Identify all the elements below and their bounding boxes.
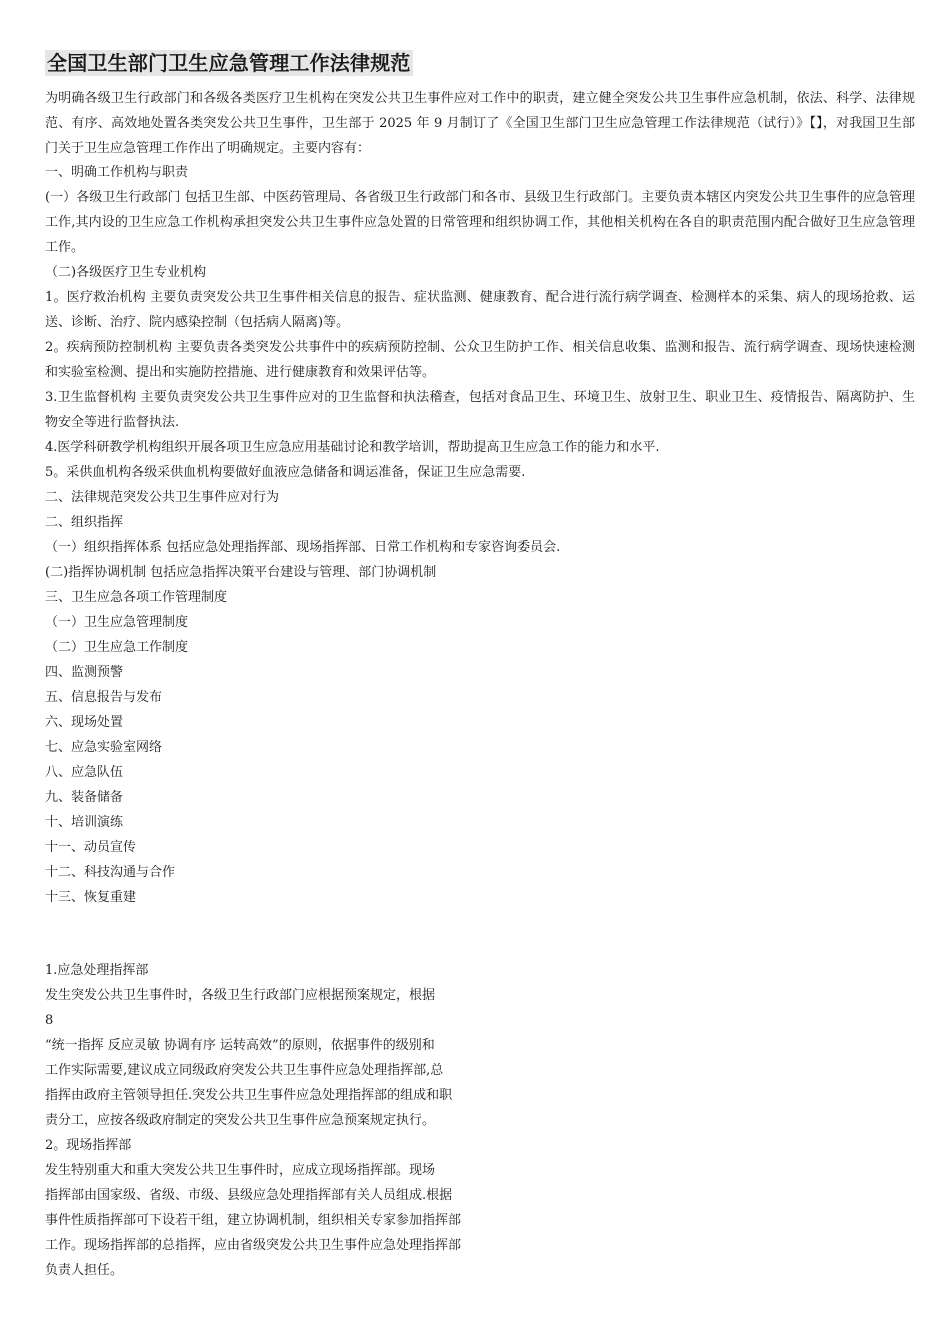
intro-paragraph: 为明确各级卫生行政部门和各级各类医疗卫生机构在突发公共卫生事件应对工作中的职责，建立健全突发公共卫生事件应急机制，依法、科学、法律规范、有序、高效地处置各类突发公共卫生事件，卫生部于 2025 年 9 月制订了《全国卫生部门卫生应急管理工作法律规范（试行）》【】，对我国卫生部门关于卫生应急管理工作作出了明确规定。主要内容有： (45, 91, 915, 156)
document-body (45, 160, 915, 910)
list-item-command-system: （一）组织指挥体系 包括应急处理指挥部、现场指挥部、日常工作机构和专家咨询委员会. (45, 540, 561, 555)
section-heading-command: 二、组织指挥 (45, 515, 124, 530)
section-heading-duties: 一、明确工作机构与职责 (45, 165, 189, 180)
list-item-management-system: （一）卫生应急管理制度 (45, 615, 189, 630)
text-line: 发生突发公共卫生事件时，各级卫生行政部门应根据预案规定，根据 (45, 988, 436, 1003)
text-line: 指挥由政府主管领导担任.突发公共卫生事件应急处理指挥部的组成和职 (45, 1088, 453, 1103)
text-line: 负责人担任。 (45, 1263, 124, 1278)
section-heading-teams: 八、应急队伍 (45, 765, 124, 780)
paragraph-blood-supply: 5。采供血机构各级采供血机构要做好血液应急储备和调运准备，保证卫生应急需要. (45, 465, 526, 480)
text-line: 指挥部由国家级、省级、市级、县级应急处理指挥部有关人员组成.根据 (45, 1188, 453, 1203)
text-line: 工作。现场指挥部的总指挥，应由省级突发公共卫生事件应急处理指挥部 (45, 1238, 462, 1253)
subsection-heading-medical-institutions: （二)各级医疗卫生专业机构 (45, 265, 207, 280)
text-line: 事件性质指挥部可下设若干组，建立协调机制，组织相关专家参加指挥部 (45, 1213, 462, 1228)
section-heading-monitoring: 四、监测预警 (45, 665, 124, 680)
text-line: 工作实际需要,建议成立同级政府突发公共卫生事件应急处理指挥部,总 (45, 1063, 444, 1078)
section-heading-lab-network: 七、应急实验室网络 (45, 740, 163, 755)
paragraph-health-supervision: 3.卫生监督机构 主要负责突发公共卫生事件应对的卫生监督和执法稽查，包括对食品卫生、环境卫生、放射卫生、职业卫生、疫情报告、隔离防护、生物安全等进行监督执法. (45, 390, 915, 430)
section-heading-recovery: 十三、恢复重建 (45, 890, 137, 905)
section-heading-reporting: 五、信息报告与发布 (45, 690, 163, 705)
paragraph-medical-treatment: 1。医疗救治机构 主要负责突发公共卫生事件相关信息的报告、症状监测、健康教育、配合进行流行病学调查、检测样本的采集、病人的现场抢救、运送、诊断、治疗、院内感染控制（包括病人隔离)等。 (45, 290, 915, 330)
text-line: 责分工，应按各级政府制定的突发公共卫生事件应急预案规定执行。 (45, 1113, 436, 1128)
paragraph-admin-departments: (一）各级卫生行政部门 包括卫生部、中医药管理局、各省级卫生行政部门和各市、县级卫生行政部门。主要负责本辖区内突发公共卫生事件的应急管理工作,其内设的卫生应急工作机构承担突发公共卫生事件应急处置的日常管理和组织协调工作，其他相关机构在各自的职责范围内配合做好卫生应急管理工作。 (45, 190, 915, 255)
section-heading-equipment: 九、装备储备 (45, 790, 124, 805)
list-item-work-system: （二）卫生应急工作制度 (45, 640, 189, 655)
text-line: “统一指挥 反应灵敏 协调有序 运转高效”的原则，依据事件的级别和 (45, 1038, 435, 1053)
section-heading-management-systems: 三、卫生应急各项工作管理制度 (45, 590, 228, 605)
section-heading-onsite: 六、现场处置 (45, 715, 124, 730)
paragraph-disease-control: 2。疾病预防控制机构 主要负责各类突发公共事件中的疾病预防控制、公众卫生防护工作、相关信息收集、监测和报告、流行病学调查、现场快速检测和实验室检测、提出和实施防控措施、进行健康教育和效果评估等。 (45, 340, 915, 380)
section-heading-cooperation: 十二、科技沟通与合作 (45, 865, 176, 880)
list-item-coordination: (二)指挥协调机制 包括应急指挥决策平台建设与管理、部门协调机制 (45, 565, 437, 580)
subheading-emergency-command: 1.应急处理指挥部 (45, 963, 149, 978)
text-line: 发生特别重大和重大突发公共卫生事件时，应成立现场指挥部。现场 (45, 1163, 436, 1178)
subheading-onsite-command: 2。现场指挥部 (45, 1138, 132, 1153)
section-heading-publicity: 十一、动员宣传 (45, 840, 137, 855)
paragraph-research-teaching: 4.医学科研教学机构组织开展各项卫生应急应用基础讨论和教学培训，帮助提高卫生应急工作的能力和水平. (45, 440, 660, 455)
page-number: 8 (45, 1013, 54, 1028)
document-title: 全国卫生部门卫生应急管理工作法律规范 (47, 51, 411, 75)
command-detail-section (45, 958, 515, 1283)
section-heading-training: 十、培训演练 (45, 815, 124, 830)
section-heading-regulate-response: 二、法律规范突发公共卫生事件应对行为 (45, 490, 280, 505)
